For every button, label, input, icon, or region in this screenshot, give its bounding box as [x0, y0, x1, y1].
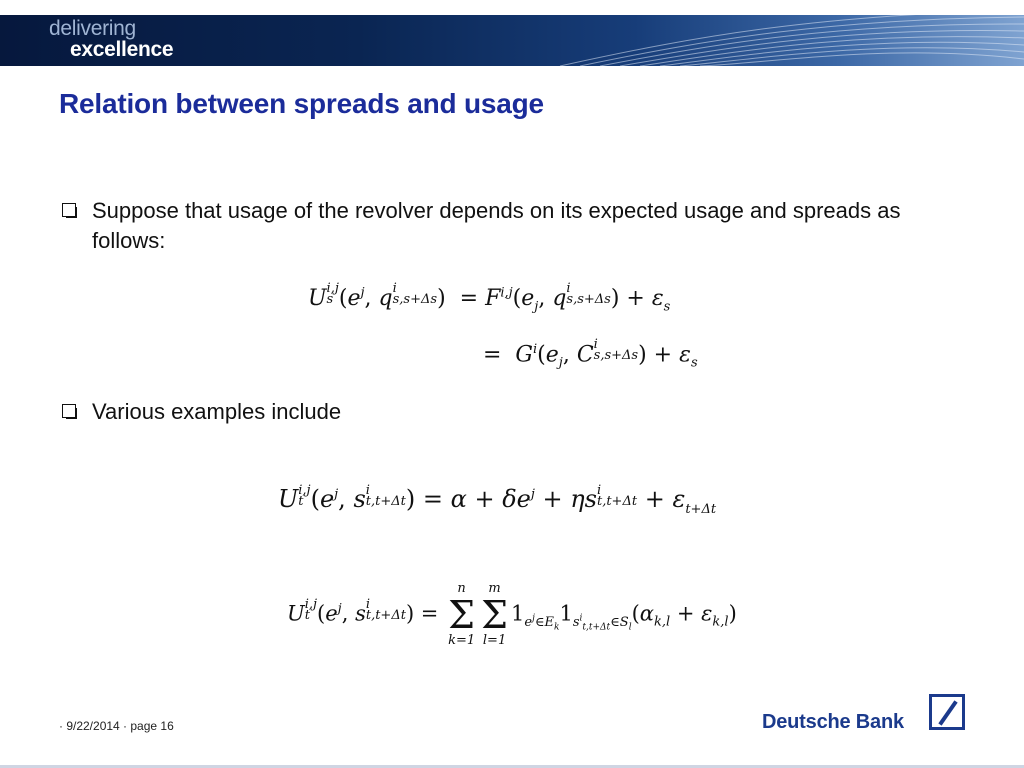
header-banner: [0, 15, 1024, 66]
equation-1-rhs: = $F^{i,j}(e_j$, q $^i$ $_{s,s+\Delta s}$ ) + $\varepsilon_s$: [452, 281, 671, 315]
summation-l-icon: m Σ l=1: [481, 581, 508, 648]
deutsche-bank-logo-icon: [929, 694, 965, 730]
equation-1-lhs: U $^{i,j}$ $_s$ ($e^j$, q $^i$ $_{s,s+\Delta s}$ ): [308, 281, 453, 312]
logo-slash: [938, 700, 957, 725]
bullet-text: Various examples include: [92, 399, 342, 424]
equation-1-line-2: = $G^i(e_j$, C $^i$ $_{s,s+\Delta s}$ ) + $\varepsilon_s$: [483, 337, 698, 371]
tagline-delivering: delivering: [49, 17, 136, 40]
checkbox-bullet-icon: [62, 203, 76, 217]
equation-3: U $^{i,j}$ $_t$ ($e^j$, s $^i$ $_{t,t+\Delta t}$ ) = n Σ k=1 m Σ l=1 $1_{e^j\in E_k}1_{s^i_{t,t+\Delta t}\in S_l}(\alpha_{k,l} + \varepsilon_{k,l})$: [287, 581, 737, 648]
checkbox-bullet-icon: [62, 404, 76, 418]
equation-2: U $^{i,j}$ $_t$ ($e^j$, s $^i$ $_{t,t+\Delta t}$ ) = $\alpha + \delta e^j + \eta s$ $^i$ $_{t,t+\Delta t}$ + $\varepsilon_{t+\Delta t}$: [278, 482, 717, 517]
footer-date-page: · 9/22/2014 · page 16: [59, 719, 174, 733]
summation-k-icon: n Σ k=1: [448, 581, 476, 648]
slide-title: Relation between spreads and usage: [59, 88, 544, 119]
tagline-excellence: excellence: [70, 38, 174, 61]
bullet-item: [62, 397, 942, 427]
equation-1-line-1: [308, 281, 671, 315]
brand-name: Deutsche Bank: [762, 711, 904, 733]
bullet-text: Suppose that usage of the revolver depends on its expected usage and spreads as follows:: [92, 198, 901, 253]
bullet-item: [62, 196, 942, 256]
